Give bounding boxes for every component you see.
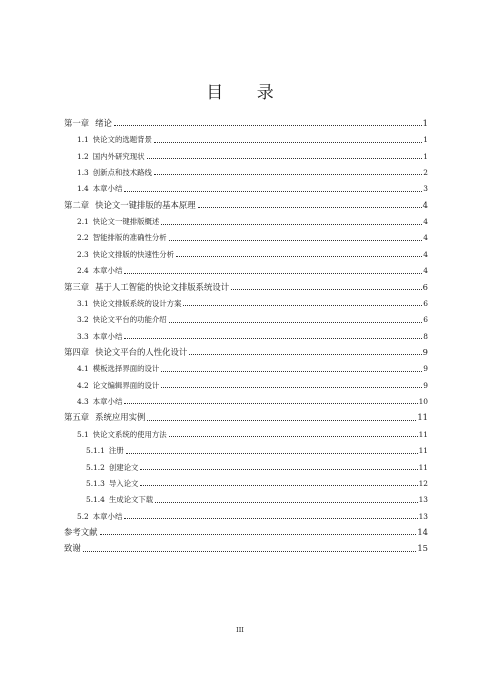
toc-entry-number: 4.1 [77, 364, 89, 374]
toc-entry[interactable] [64, 536, 428, 552]
toc-leader-dots [124, 191, 422, 192]
toc-entry[interactable] [64, 389, 428, 405]
toc-leader-dots [169, 322, 423, 323]
toc-entry-title: 快论文排版的快速性分析 [92, 249, 175, 259]
toc-entry-title: 本章小结 [92, 266, 123, 276]
toc-entry-title: 快论文平台的功能介绍 [92, 315, 167, 325]
toc-entry[interactable] [64, 160, 428, 176]
toc-entry-title: 快论文平台的人性化设计 [95, 346, 188, 357]
toc-entry[interactable] [64, 356, 428, 372]
toc-leader-dots [140, 485, 417, 486]
toc-leader-dots [161, 387, 422, 388]
toc-entry-number: 第二章 [64, 199, 90, 210]
toc-entry-number: 4.2 [77, 380, 89, 390]
toc-entry-page: 11 [418, 446, 428, 456]
toc-leader-dots [147, 158, 423, 159]
toc-leader-dots [114, 125, 422, 126]
toc-entry[interactable] [64, 144, 428, 160]
toc-entry[interactable] [64, 226, 428, 242]
toc-entry-title: 快论文排版系统的设计方案 [92, 298, 182, 308]
toc-entry-number: 第五章 [64, 412, 90, 423]
toc-entry[interactable] [64, 487, 428, 503]
toc-entry-title: 绪论 [95, 117, 112, 128]
toc-entry[interactable] [64, 127, 428, 143]
toc-leader-dots [169, 436, 418, 437]
toc-entry-page: 1 [423, 135, 428, 145]
toc-entry[interactable] [64, 422, 428, 438]
toc-leader-dots [169, 240, 423, 241]
toc-entry-page: 15 [417, 543, 428, 554]
toc-entry-number: 5.1.2 [86, 462, 105, 472]
toc-entry-page: 11 [417, 412, 428, 423]
toc-entry-page: 2 [423, 168, 428, 178]
toc-entry-number: 1.4 [77, 184, 89, 194]
toc-entry-number: 1.2 [77, 151, 89, 161]
toc-entry[interactable] [64, 340, 428, 356]
toc-entry-title: 基于人工智能的快论文排版系统设计 [95, 281, 230, 292]
toc-entry-page: 11 [418, 429, 428, 439]
toc-entry-number: 5.2 [77, 511, 89, 521]
toc-entry-number: 2.4 [77, 266, 89, 276]
toc-entry-page: 4 [422, 199, 428, 210]
toc-entry-page: 1 [422, 117, 428, 128]
toc-entry[interactable] [64, 324, 428, 340]
toc-leader-dots [154, 174, 422, 175]
toc-entry-title: 快论文的选题背景 [92, 135, 152, 145]
toc-entry[interactable] [64, 455, 428, 471]
toc-entry-page: 12 [418, 478, 428, 488]
toc-entry[interactable] [64, 275, 428, 291]
toc-entry-number: 5.1.4 [86, 495, 105, 505]
toc-leader-dots [124, 338, 422, 339]
toc-entry-title: 论文编辑界面的设计 [92, 380, 160, 390]
toc-leader-dots [147, 420, 416, 421]
toc-leader-dots [83, 551, 417, 552]
toc-entry-number: 3.3 [77, 331, 89, 341]
toc-entry[interactable] [64, 405, 428, 421]
toc-entry[interactable] [64, 111, 428, 127]
toc-entry-page: 6 [423, 298, 428, 308]
toc-entry-number: 第一章 [64, 117, 90, 128]
toc-entry-number: 3.1 [77, 298, 89, 308]
toc-entry-number: 2.2 [77, 233, 89, 243]
toc-entry[interactable] [64, 520, 428, 536]
toc-entry-title: 国内外研究现状 [92, 151, 145, 161]
toc-entry-title: 快论文一键排版的基本原理 [95, 199, 196, 210]
toc-entry-number: 3.2 [77, 315, 89, 325]
toc-entry[interactable] [64, 438, 428, 454]
toc-entry[interactable] [64, 209, 428, 225]
toc-entry-page: 14 [417, 526, 428, 537]
toc-entry-title: 本章小结 [92, 331, 123, 341]
toc-entry[interactable] [64, 471, 428, 487]
toc-entry-page: 11 [418, 462, 428, 472]
toc-entry-title: 创建论文 [108, 462, 139, 472]
toc-entry-number: 2.3 [77, 249, 89, 259]
toc-entry-title: 快论文一键排版概述 [92, 217, 160, 227]
toc-entry-title: 本章小结 [92, 184, 123, 194]
toc-leader-dots [198, 207, 422, 208]
toc-entry-title: 生成论文下载 [108, 495, 154, 505]
toc-entry-page: 4 [423, 266, 428, 276]
toc-leader-dots [124, 403, 417, 404]
toc-entry-title: 致谢 [64, 543, 81, 554]
toc-entry-title: 系统应用实例 [95, 412, 146, 423]
toc-entry-title: 模板选择界面的设计 [92, 364, 160, 374]
toc-entry-page: 9 [423, 380, 428, 390]
toc-entry-title: 创新点和技术路线 [92, 168, 152, 178]
toc-entry-page: 1 [423, 151, 428, 161]
toc-entry-title: 本章小结 [92, 511, 123, 521]
table-of-contents [64, 111, 428, 553]
toc-title: 目 录 [206, 83, 288, 103]
toc-entry-title: 快论文系统的使用方法 [92, 429, 167, 439]
toc-leader-dots [154, 142, 422, 143]
toc-entry-page: 4 [423, 233, 428, 243]
toc-leader-dots [231, 289, 422, 290]
toc-entry-number: 4.3 [77, 397, 89, 407]
toc-entry[interactable] [64, 176, 428, 192]
toc-leader-dots [100, 534, 417, 535]
toc-entry-page: 8 [423, 331, 428, 341]
toc-entry-number: 5.1.3 [86, 478, 105, 488]
toc-entry[interactable] [64, 291, 428, 307]
toc-entry-number: 第四章 [64, 346, 90, 357]
toc-entry[interactable] [64, 258, 428, 274]
toc-entry-page: 10 [418, 397, 428, 407]
toc-leader-dots [155, 502, 417, 503]
toc-entry-page: 4 [423, 217, 428, 227]
toc-entry-title: 本章小结 [92, 397, 123, 407]
toc-entry-page: 4 [423, 249, 428, 259]
toc-entry-page: 13 [418, 511, 428, 521]
toc-leader-dots [161, 371, 422, 372]
toc-entry-title: 导入论文 [108, 478, 139, 488]
toc-entry-number: 1.1 [77, 135, 89, 145]
page-number: III [236, 626, 244, 634]
toc-entry-number: 1.3 [77, 168, 89, 178]
toc-entry[interactable] [64, 373, 428, 389]
toc-entry[interactable] [64, 193, 428, 209]
toc-entry-title: 智能排版的准确性分析 [92, 233, 167, 243]
toc-entry-number: 5.1 [77, 429, 89, 439]
toc-leader-dots [126, 453, 418, 454]
toc-entry-page: 9 [423, 364, 428, 374]
toc-leader-dots [183, 305, 422, 306]
toc-entry-number: 第三章 [64, 281, 90, 292]
toc-entry[interactable] [64, 307, 428, 323]
toc-leader-dots [124, 273, 422, 274]
toc-entry-page: 3 [423, 184, 428, 194]
toc-leader-dots [189, 354, 421, 355]
toc-entry[interactable] [64, 504, 428, 520]
toc-leader-dots [124, 518, 417, 519]
toc-leader-dots [140, 469, 417, 470]
toc-entry-title: 注册 [108, 446, 124, 456]
toc-entry-page: 13 [418, 495, 428, 505]
toc-entry-page: 9 [422, 346, 428, 357]
toc-leader-dots [176, 256, 422, 257]
toc-entry-page: 6 [422, 281, 428, 292]
toc-leader-dots [161, 224, 422, 225]
toc-entry-page: 6 [423, 315, 428, 325]
toc-entry[interactable] [64, 242, 428, 258]
toc-entry-number: 2.1 [77, 217, 89, 227]
toc-entry-number: 5.1.1 [86, 446, 105, 456]
toc-entry-title: 参考文献 [64, 526, 98, 537]
